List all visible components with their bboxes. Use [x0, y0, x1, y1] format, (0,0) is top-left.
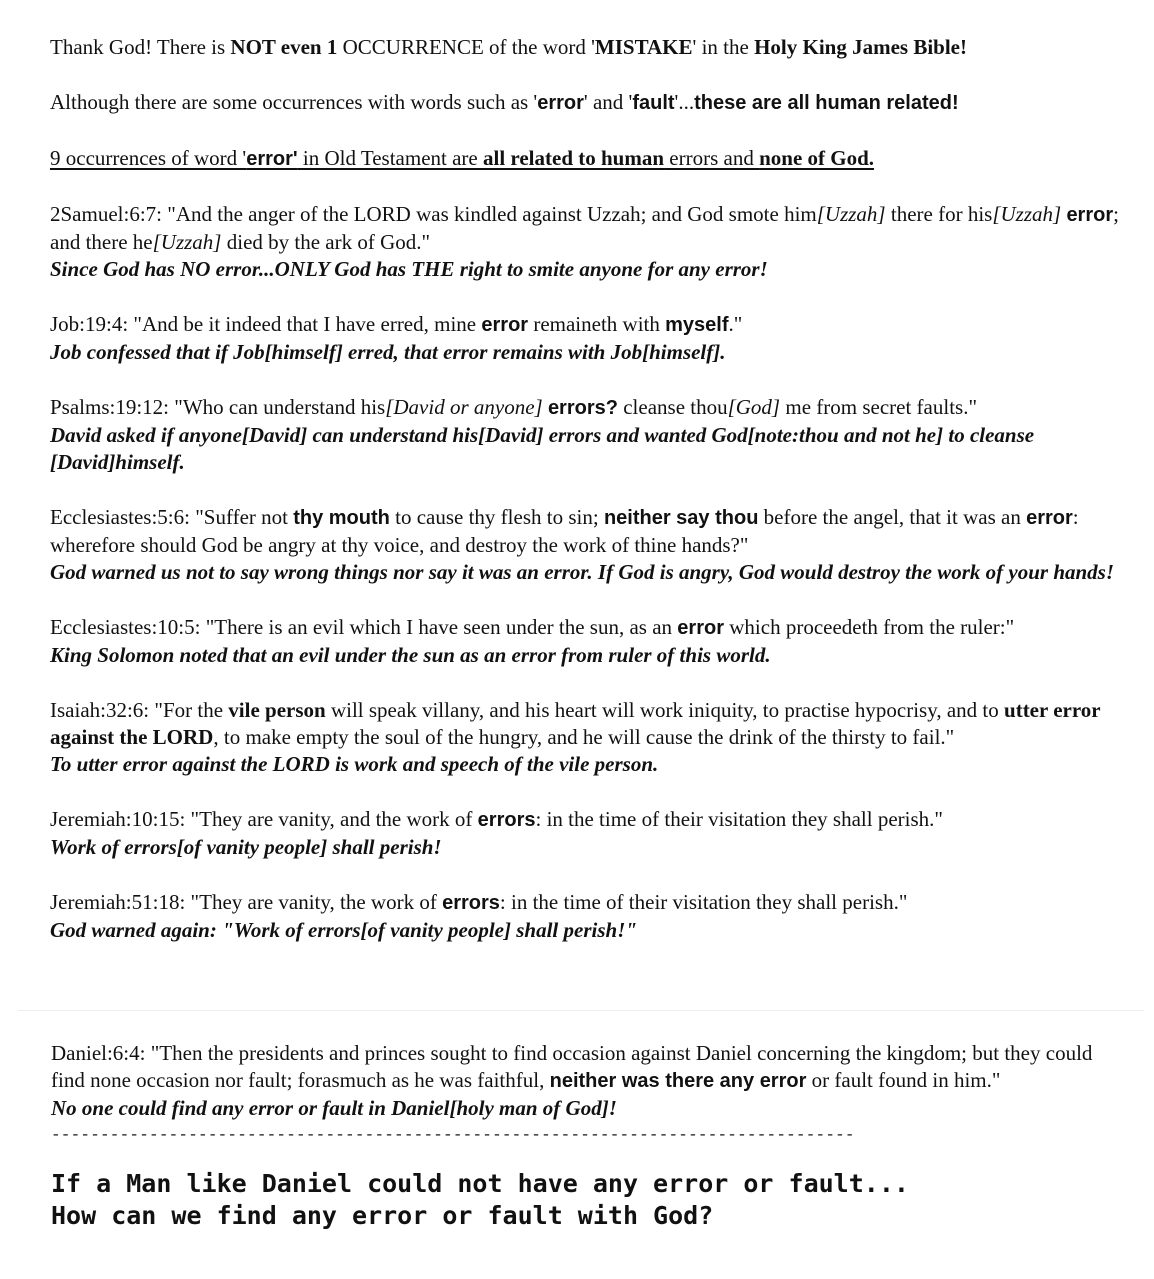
verse-jeremiah51-comment: God warned again: "Work of errors[of vanity people] shall perish!" [50, 918, 638, 942]
verse-job-comment: Job confessed that if Job[himself] erred, that error remains with Job[himself]. [50, 340, 726, 364]
verse-psalms-text: Psalms:19:12: "Who can understand his[David or anyone] errors? cleanse thou[God] me from secret faults." [50, 395, 978, 419]
verse-daniel-comment: No one could find any error or fault in Daniel[holy man of God]! [51, 1096, 617, 1120]
document-upper-section [50, 34, 1120, 944]
closing-line-1: If a Man like Daniel could not have any error or fault... [51, 1169, 909, 1198]
intro-line-occurrences: 9 occurrences of word 'error' in Old Testament are all related to human errors and none of God. [50, 146, 875, 170]
document-lower-section [51, 1040, 1121, 1232]
intro-line-mistake: Thank God! There is NOT even 1 OCCURRENCE of the word 'MISTAKE' in the Holy King James Bible! [50, 35, 967, 59]
verse-psalms-comment: David asked if anyone[David] can understand his[David] errors and wanted God[note:thou and not he] to cleanse [David]himself. [50, 423, 1035, 474]
verse-daniel-text: Daniel:6:4: "Then the presidents and princes sought to find occasion against Daniel concerning the kingdom; but they could find none occasion nor fault; forasmuch as he was faithful, neither was there any error or fault found in him." [51, 1041, 1093, 1092]
verse-2samuel-comment: Since God has NO error...ONLY God has THE right to smite anyone for any error! [50, 257, 768, 281]
verse-job-text: Job:19:4: "And be it indeed that I have erred, mine error remaineth with myself." [50, 312, 743, 336]
verse-jeremiah10-comment: Work of errors[of vanity people] shall perish! [50, 835, 442, 859]
intro-line-human-related: Although there are some occurrences with words such as 'error' and 'fault'...these are all human related! [50, 90, 959, 114]
verse-2samuel-text: 2Samuel:6:7: "And the anger of the LORD was kindled against Uzzah; and God smote him[Uzzah] there for his[Uzzah] error; and there he[Uzzah] died by the ark of God." [50, 202, 1119, 254]
page-seam-divider [18, 1010, 1144, 1011]
verse-jeremiah10-text: Jeremiah:10:15: "They are vanity, and the work of errors: in the time of their visitation they shall perish." [50, 807, 943, 831]
verse-isaiah-comment: To utter error against the LORD is work and speech of the vile person. [50, 752, 659, 776]
verse-ecclesiastes10-comment: King Solomon noted that an evil under the sun as an error from ruler of this world. [50, 643, 771, 667]
verse-jeremiah51-text: Jeremiah:51:18: "They are vanity, the work of errors: in the time of their visitation they shall perish." [50, 890, 908, 914]
verse-ecclesiastes5-text: Ecclesiastes:5:6: "Suffer not thy mouth to cause thy flesh to sin; neither say thou before the angel, that it was an error: wherefore should God be angry at thy voice, and destroy the work of thine hands?" [50, 505, 1079, 557]
verse-ecclesiastes5-comment: God warned us not to say wrong things nor say it was an error. If God is angry, God would destroy the work of your hands! [50, 560, 1115, 584]
closing-line-2: How can we find any error or fault with God? [51, 1201, 714, 1230]
verse-ecclesiastes10-text: Ecclesiastes:10:5: "There is an evil which I have seen under the sun, as an error which proceedeth from the ruler:" [50, 615, 1015, 639]
verse-isaiah-text: Isaiah:32:6: "For the vile person will speak villany, and his heart will work iniquity, to practise hypocrisy, and to utter error against the LORD, to make empty the soul of the hungry, and he will cause the drink of the thirsty to fail." [50, 698, 1101, 749]
dashed-divider: ---------------------------------------------------------------------------------- [51, 1126, 855, 1144]
